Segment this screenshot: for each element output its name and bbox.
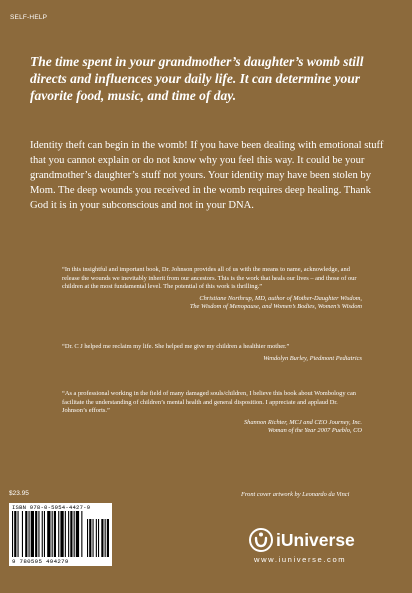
testimonial-attribution <box>62 419 362 436</box>
publisher-website: www.iuniverse.com <box>254 555 347 564</box>
isbn-label: ISBN 978-0-5954-4427-9 <box>12 504 91 511</box>
headline: The time spent in your grandmother’s daughter’s womb still directs and influences your daily life. It can determine your favorite food, music, and time of day. <box>30 54 364 103</box>
testimonial-text: “In this insightful and important book, Dr. Johnson provides all of us with the means to name, acknowledge, and release the wounds we inevitably inherit from our ancestors. This is the work that heals our lives – and those of our children at the most fundamental level. The potential of this work is thrilling.” <box>62 266 357 291</box>
barcode-digits: 9 780595 494279 <box>12 558 69 565</box>
attribution-line: Christiane Northrup, MD, author of Mother-Daughter Wisdom, <box>199 294 362 302</box>
testimonial-2 <box>62 343 362 363</box>
cover-credit: Front cover artwork by Leonardo da Vinci <box>241 491 350 498</box>
attribution-line: Shannon Richter, MCJ and CEO Journey, Inc. <box>243 418 362 426</box>
price: $23.95 <box>9 490 29 497</box>
iuniverse-logo-icon <box>249 528 273 552</box>
testimonial-attribution <box>62 355 362 364</box>
testimonial-attribution <box>62 295 362 312</box>
intro-paragraph: Identity theft can begin in the womb! If you have been dealing with emotional stuff that you cannot explain or do not know why you feel this way. It could be your grandmother’s daughter’s stuff not yours. Your identity may have been stolen by Mom. The deep wounds you received in the womb requires deep healing. Thank God it is in your subconscious and not in your DNA. <box>30 140 384 211</box>
publisher-name: iUniverse <box>276 529 355 550</box>
testimonial-text: “Dr. C J helped me reclaim my life. She helped me give my children a healthier mother.” <box>62 343 290 350</box>
attribution-line: Wendolyn Burley, Piedmont Pediatrics <box>263 354 362 362</box>
publisher-logo <box>249 528 355 552</box>
attribution-line: Woman of the Year 2007 Pueblo, CO <box>267 427 362 435</box>
isbn-barcode <box>9 503 112 566</box>
attribution-line: The Wisdom of Menopause, and Women’s Bodies, Women’s Wisdom <box>189 303 362 311</box>
testimonial-text: “As a professional working in the field of many damaged souls/children, I believe this book about Wombology can facilitate the understanding of children’s mental health and general disposition. I appreciate and applaud Dr. Johnson’s efforts.” <box>62 390 356 415</box>
category-label: SELF-HELP <box>10 14 48 21</box>
testimonial-3 <box>62 390 362 436</box>
barcode-bars-icon <box>12 511 110 557</box>
testimonial-1 <box>62 266 362 312</box>
